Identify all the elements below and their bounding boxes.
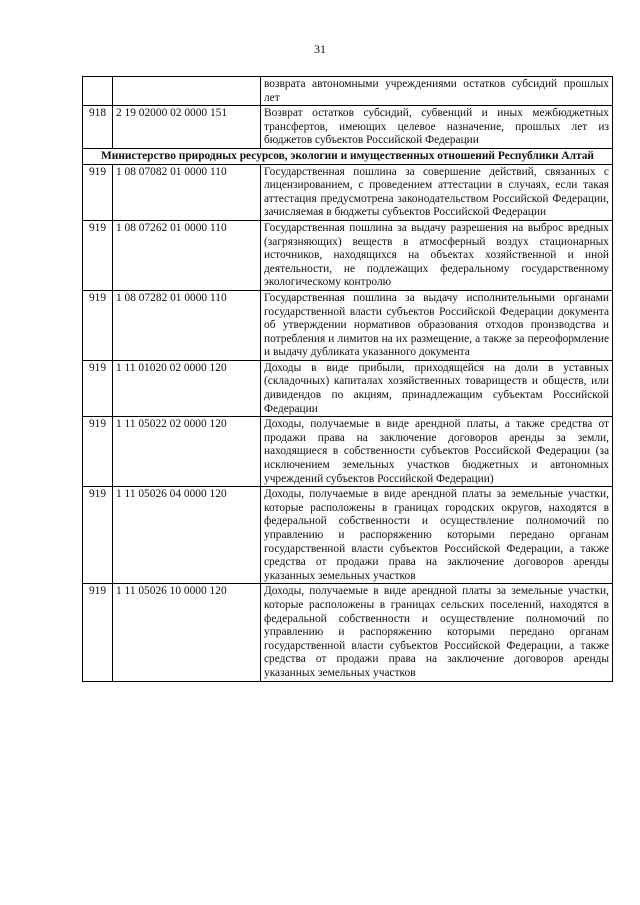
admin-code-cell: 919 bbox=[83, 487, 113, 584]
admin-code-cell: 919 bbox=[83, 360, 113, 416]
admin-code-cell: 919 bbox=[83, 164, 113, 220]
admin-code-cell bbox=[83, 77, 113, 106]
budget-code-cell: 1 11 01020 02 0000 120 bbox=[113, 360, 261, 416]
description-cell: Доходы в виде прибыли, приходящейся на доли в уставных (складочных) капиталах хозяйственных товариществ и обществ, или дивидендов по акциям, принадлежащим субъектам Российской Федерации bbox=[261, 360, 613, 416]
description-cell: Доходы, получаемые в виде арендной платы за земельные участки, которые расположены в границах сельских поселений, находятся в федеральной собственности и осуществление полномочий по управлению и распоряжению которыми передано органам государственной власти субъектов Российской Федерации, а также средства от продажи права на заключение договоров аренды указанных земельных участков bbox=[261, 584, 613, 681]
admin-code-cell: 919 bbox=[83, 417, 113, 487]
description-cell: Государственная пошлина за выдачу разрешения на выброс вредных (загрязняющих) веществ в атмосферный воздух стационарных источников, находящихся на объектах хозяйственной и иной деятельности, не подлежащих федеральному государственному экологическому контролю bbox=[261, 220, 613, 290]
table-row bbox=[83, 417, 613, 487]
admin-code-cell: 919 bbox=[83, 290, 113, 360]
table-row bbox=[83, 106, 613, 149]
budget-code-cell: 1 08 07082 01 0000 110 bbox=[113, 164, 261, 220]
admin-code-cell: 919 bbox=[83, 220, 113, 290]
budget-classification-table bbox=[82, 76, 613, 682]
budget-code-cell bbox=[113, 77, 261, 106]
budget-code-cell: 1 08 07282 01 0000 110 bbox=[113, 290, 261, 360]
description-cell: Государственная пошлина за выдачу исполнительными органами государственной власти субъектов Российской Федерации документа об утверждении нормативов образования отходов производства и потребления и лимитов на их размещение, а также за переоформление и выдачу дубликата указанного документа bbox=[261, 290, 613, 360]
table-row bbox=[83, 584, 613, 681]
table-row bbox=[83, 164, 613, 220]
description-cell: Возврат остатков субсидий, субвенций и иных межбюджетных трансфертов, имеющих целевое назначение, прошлых лет из бюджетов субъектов Российской Федерации bbox=[261, 106, 613, 149]
table-row bbox=[83, 77, 613, 106]
table-row bbox=[83, 290, 613, 360]
description-cell: Доходы, получаемые в виде арендной платы за земельные участки, которые расположены в границах городских округов, находятся в федеральной собственности и осуществление полномочий по управлению и распоряжению которыми передано органам государственной власти субъектов Российской Федерации, а также средства от продажи права на заключение договоров аренды указанных земельных участков bbox=[261, 487, 613, 584]
budget-code-cell: 1 11 05022 02 0000 120 bbox=[113, 417, 261, 487]
budget-code-cell: 2 19 02000 02 0000 151 bbox=[113, 106, 261, 149]
table-row bbox=[83, 360, 613, 416]
admin-code-cell: 918 bbox=[83, 106, 113, 149]
budget-code-cell: 1 11 05026 10 0000 120 bbox=[113, 584, 261, 681]
section-row bbox=[83, 148, 613, 164]
description-cell: возврата автономными учреждениями остатков субсидий прошлых лет bbox=[261, 77, 613, 106]
budget-code-cell: 1 11 05026 04 0000 120 bbox=[113, 487, 261, 584]
budget-code-cell: 1 08 07262 01 0000 110 bbox=[113, 220, 261, 290]
page-number: 31 bbox=[314, 42, 326, 56]
table-row bbox=[83, 487, 613, 584]
section-heading: Министерство природных ресурсов, экологии и имущественных отношений Республики Алтай bbox=[83, 148, 613, 164]
table-row bbox=[83, 220, 613, 290]
admin-code-cell: 919 bbox=[83, 584, 113, 681]
description-cell: Государственная пошлина за совершение действий, связанных с лицензированием, с проведением аттестации в случаях, если такая аттестация предусмотрена законодательством Российской Федерации, зачисляемая в бюджеты субъектов Российской Федерации bbox=[261, 164, 613, 220]
description-cell: Доходы, получаемые в виде арендной платы, а также средства от продажи права на заключение договоров аренды за земли, находящиеся в собственности субъектов Российской Федерации (за исключением земельных участков бюджетных и автономных учреждений субъектов Российской Федерации) bbox=[261, 417, 613, 487]
